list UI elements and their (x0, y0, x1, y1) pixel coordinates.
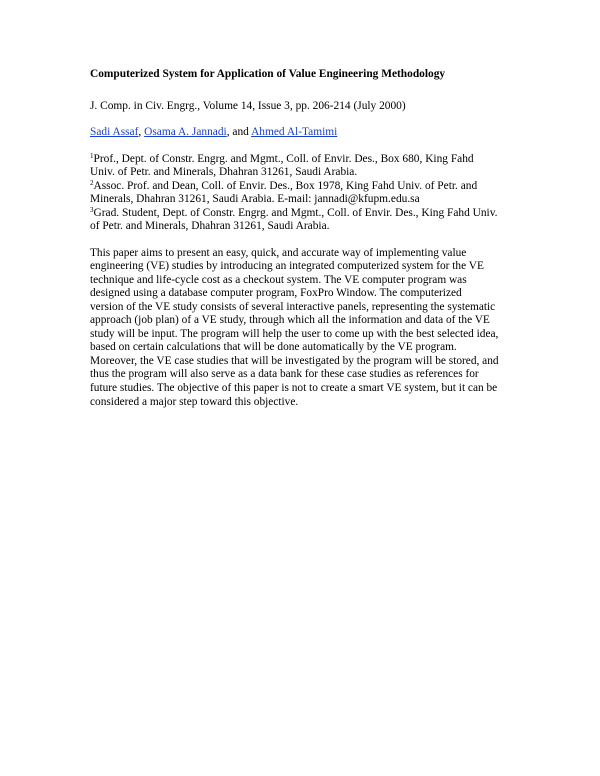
abstract-line: study will be input. The program will help the user to come up with the best selected idea, (90, 327, 499, 340)
paper-content (90, 68, 520, 409)
abstract-line: technique and life-cycle cost as a checkout system. The VE computer program was (90, 273, 467, 286)
author-separator: , (138, 126, 145, 138)
affiliation-text: Grad. Student, Dept. of Constr. Engrg. and Mgmt., Coll. of Envir. Des., King Fahd Univ. (93, 206, 498, 219)
abstract-line: based on certain calculations that will be done automatically by the VE program. (90, 341, 457, 354)
affiliation-text: Assoc. Prof. and Dean, Coll. of Envir. Des., Box 1978, King Fahd Univ. of Petr. and (93, 179, 478, 192)
abstract-paragraph (90, 247, 520, 410)
affiliation-line: Univ. of Petr. and Minerals, Dhahran 31261, Saudi Arabia. (90, 166, 358, 178)
affiliation-mark: 3 (90, 205, 94, 214)
affiliation-text: Prof., Dept. of Constr. Engrg. and Mgmt., Coll. of Envir. Des., Box 680, King Fahd (93, 152, 474, 165)
abstract-line: This paper aims to present an easy, quick, and accurate way of implementing value (90, 246, 467, 259)
affiliation-2 (90, 180, 520, 207)
abstract-line: Moreover, the VE case studies that will be investigated by the program will be stored, and (90, 354, 499, 367)
journal-citation: J. Comp. in Civ. Engrg., Volume 14, Issue 3, pp. 206-214 (July 2000) (90, 99, 406, 112)
affiliation-1 (90, 153, 520, 180)
abstract-line: thus the program will also serve as a data bank for these case studies as references for (90, 368, 479, 381)
abstract-line: version of the VE study consists of several interactive panels, representing the systematic (90, 300, 496, 313)
author-link-al-tamimi[interactable]: Ahmed Al-Tamimi (251, 126, 338, 138)
affiliation-mark: 2 (90, 178, 94, 187)
affiliations (90, 153, 520, 234)
affiliation-line: of Petr. and Minerals, Dhahran 31261, Saudi Arabia. (90, 220, 330, 232)
author-list (90, 126, 520, 140)
affiliation-line (90, 153, 520, 167)
affiliation-mark: 1 (90, 151, 94, 160)
affiliation-line (90, 207, 520, 221)
author-link-assaf[interactable]: Sadi Assaf (90, 126, 139, 138)
abstract-line: approach (job plan) of a VE study, through which all the information and data of the VE (90, 314, 490, 327)
abstract-line: future studies. The objective of this paper is not to create a smart VE system, but it can be (90, 381, 498, 394)
abstract-line: considered a major step toward this objective. (90, 395, 299, 408)
affiliation-line (90, 180, 520, 194)
abstract-line: designed using a database computer program, FoxPro Window. The computerized (90, 287, 462, 300)
author-separator: , and (226, 126, 252, 138)
author-link-jannadi[interactable]: Osama A. Jannadi (144, 126, 227, 138)
abstract-line: engineering (VE) studies by introducing an integrated computerized system for the VE (90, 260, 484, 273)
paper-title: Computerized System for Application of Value Engineering Methodology (90, 68, 446, 80)
affiliation-line: Minerals, Dhahran 31261, Saudi Arabia. E-mail: jannadi@kfupm.edu.sa (90, 193, 420, 205)
affiliation-3 (90, 207, 520, 234)
